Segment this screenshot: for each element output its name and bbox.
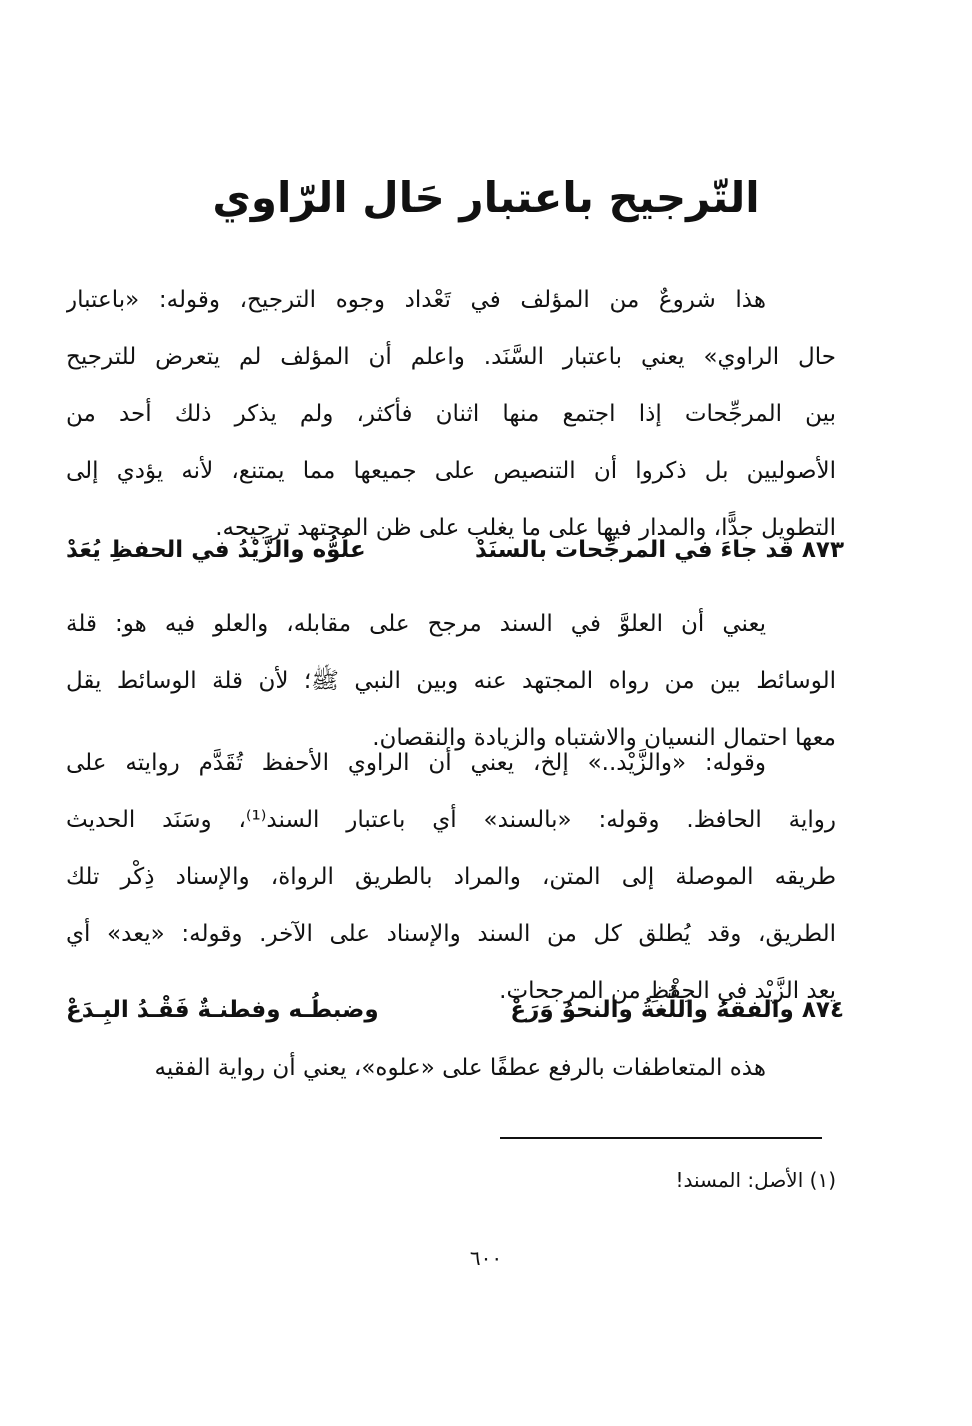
paragraph-explanation-874 <box>66 1040 836 1097</box>
verse-874 <box>66 982 844 1039</box>
footnote-text: الأصل: المسند! <box>675 1168 804 1192</box>
text-line: الأصوليين بل ذكروا أن التنصيص على جميعها مما يمتنع، لأنه يؤدي إلى <box>66 458 836 484</box>
verse-second-hemistich: وضبطُـه وفطنـةٌ فَقْـدُ البِـدَعْ <box>66 997 379 1023</box>
footnote-marker: (١) <box>809 1168 836 1192</box>
text-line: يعني أن العلوَّ في السند مرجح على مقابله، والعلو فيه هو: قلة <box>66 611 766 637</box>
verse-hemistich-text: والفقهُ واللُّغةُ والنحوُ وَرَعْ <box>510 997 794 1023</box>
verse-first-hemistich <box>475 522 844 579</box>
footnote-divider <box>500 1137 822 1139</box>
text-line: وقوله: «والزَّيْد..» إلخ، يعني أن الراوي الأحفظ تُقَدَّم روايته على <box>66 750 766 776</box>
paragraph-commentary <box>66 735 836 1020</box>
chapter-title: التّرجيح باعتبار حَال الرّاوي <box>212 173 760 222</box>
verse-hemistich-text: قد جاءَ في المرجِّحات بالسنَدْ <box>475 537 794 563</box>
text-line: الطريق، وقد يُطلق كل من السند والإسناد على الآخر. وقوله: «يعد» أي <box>66 921 836 947</box>
text-line: رواية الحافظ. وقوله: «بالسند» أي باعتبار السند⁽¹⁾، وسَنَد الحديث <box>66 807 836 833</box>
verse-number: ٨٧٣ <box>801 537 844 563</box>
text-line: معها احتمال النسيان والاشتباه والزيادة والنقصان. <box>372 725 836 751</box>
text-line: طريقه الموصلة إلى المتن، والمراد بالطريق الرواة، والإسناد ذِكْر تلك <box>66 864 836 890</box>
text-line: حال الراوي» يعني باعتبار السَّنَد. واعلم أن المؤلف لم يتعرض للترجيح <box>66 344 836 370</box>
footnote <box>136 1163 836 1197</box>
text-line: الوسائط بين من رواه المجتهد عنه وبين النبي ﷺ؛ لأن قلة الوسائط يقل <box>66 668 836 694</box>
text-line: هذا شروعٌ من المؤلف في تَعْداد وجوه الترجيح، وقوله: «باعتبار <box>66 287 766 313</box>
verse-second-hemistich: علُوُّه والزَّيْدُ في الحفظِ يُعَدْ <box>66 537 366 563</box>
verse-number: ٨٧٤ <box>801 997 844 1023</box>
text-line: هذه المتعاطفات بالرفع عطفًا على «علوه»، يعني أن رواية الفقيه <box>154 1055 766 1081</box>
paragraph-intro <box>66 272 836 557</box>
text-line: بين المرجِّحات إذا اجتمع منها اثنان فأكثر، ولم يذكر ذلك أحد من <box>66 401 836 427</box>
page-number: ٦٠٠ <box>469 1246 503 1270</box>
verse-873 <box>66 522 844 579</box>
text-line: التطويل جدًّا، والمدار فيها على ما يغلب على ظن المجتهد ترجيحه. <box>215 515 836 541</box>
text-line: يعد الزَّيْد في الحِفْظِ من المرجحات. <box>499 978 836 1004</box>
verse-first-hemistich <box>510 982 844 1039</box>
